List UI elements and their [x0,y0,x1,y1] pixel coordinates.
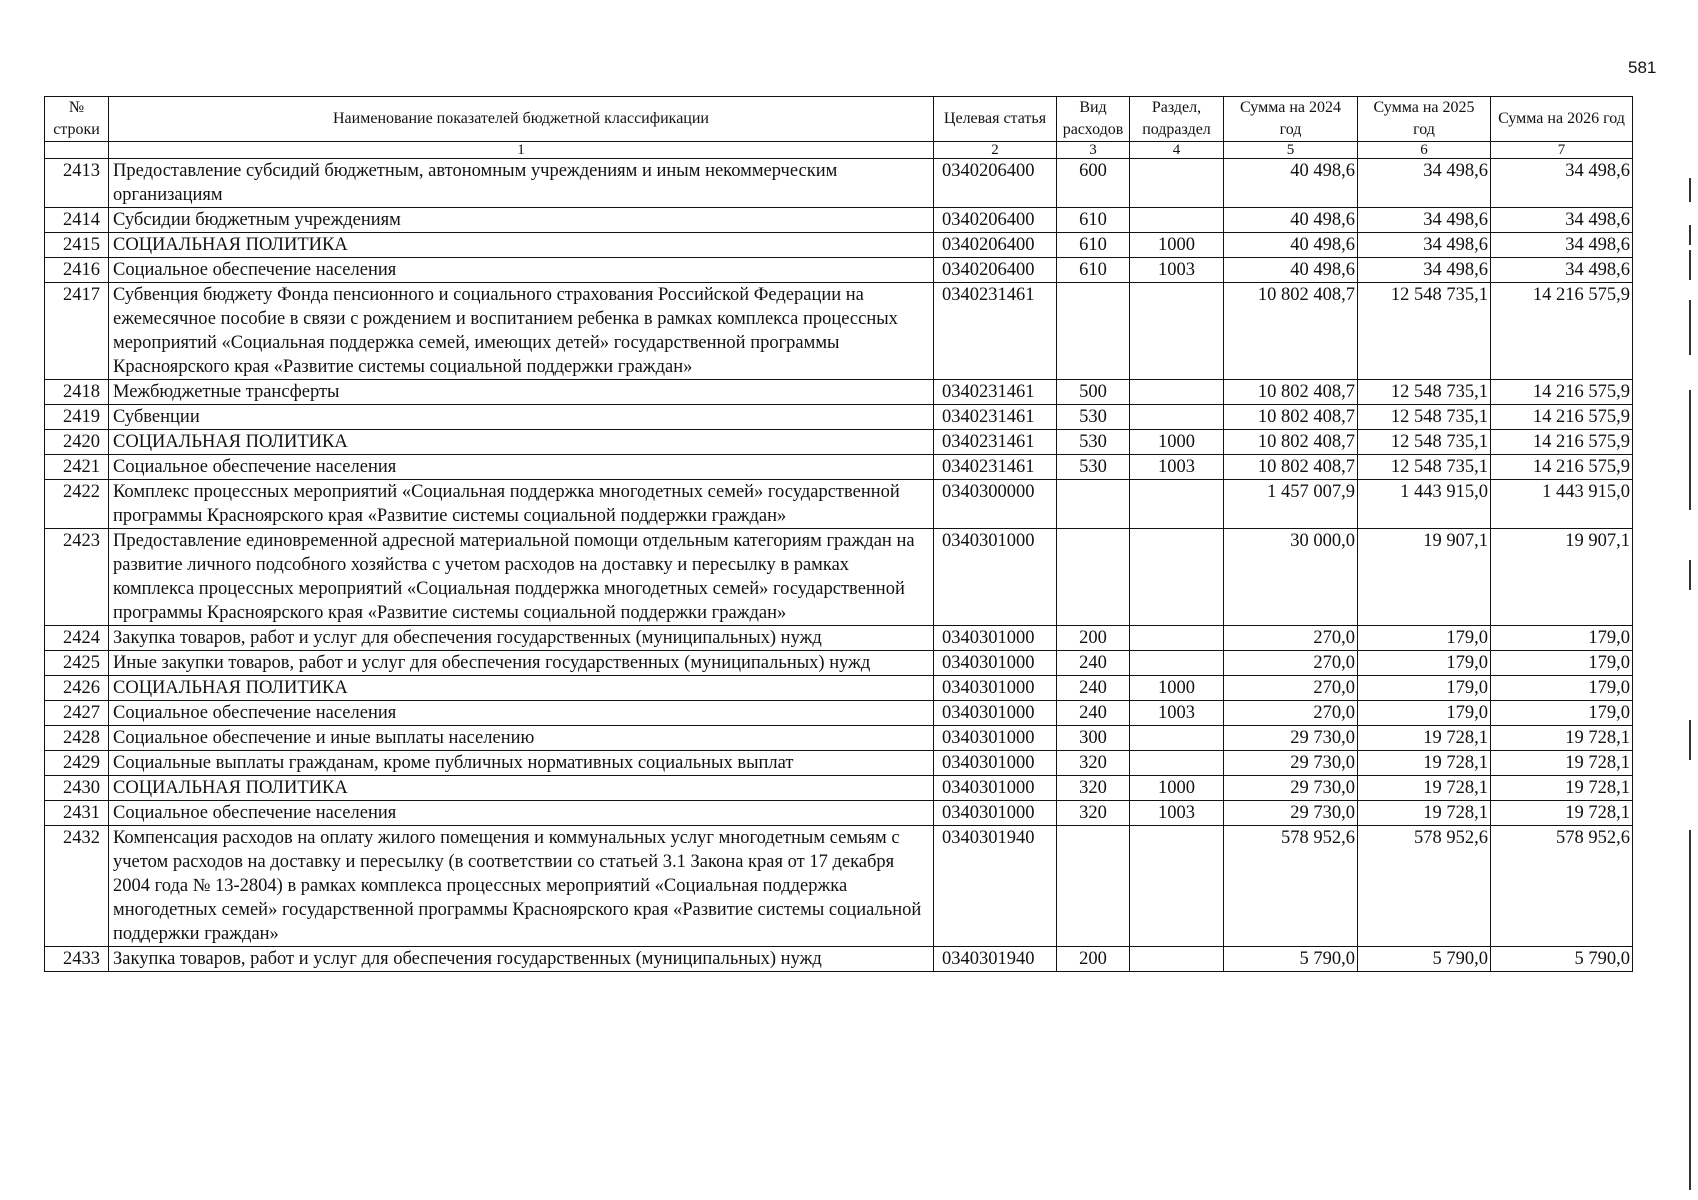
row-expense-type: 320 [1057,751,1130,776]
row-sum-2024: 10 802 408,7 [1224,405,1358,430]
row-number: 2423 [45,529,109,626]
row-expense-type [1057,283,1130,380]
table-row [45,380,1633,405]
row-name: Предоставление субсидий бюджетным, автономным учреждениям и иным некоммерческим организациям [109,159,934,208]
row-sum-2025: 1 443 915,0 [1358,480,1491,529]
column-index: 6 [1358,142,1491,159]
row-expense-type: 610 [1057,258,1130,283]
row-target-code: 0340206400 [934,258,1057,283]
row-sum-2025: 179,0 [1358,626,1491,651]
row-sum-2024: 29 730,0 [1224,801,1358,826]
row-expense-type: 240 [1057,651,1130,676]
table-row [45,480,1633,529]
header-name: Наименование показателей бюджетной классификации [109,97,934,142]
row-section: 1003 [1130,258,1224,283]
row-sum-2026: 179,0 [1491,676,1633,701]
table-row [45,676,1633,701]
budget-table [44,96,1633,972]
row-target-code: 0340301000 [934,751,1057,776]
row-number: 2414 [45,208,109,233]
table-row [45,529,1633,626]
row-expense-type: 530 [1057,455,1130,480]
row-target-code: 0340231461 [934,380,1057,405]
row-target-code: 0340301000 [934,529,1057,626]
row-sum-2024: 270,0 [1224,701,1358,726]
header-sum-2024: Сумма на 2024 год [1224,97,1358,142]
row-sum-2026: 578 952,6 [1491,826,1633,947]
row-sum-2024: 10 802 408,7 [1224,380,1358,405]
row-section: 1000 [1130,776,1224,801]
row-number: 2422 [45,480,109,529]
column-index: 2 [934,142,1057,159]
row-section [1130,651,1224,676]
row-sum-2024: 10 802 408,7 [1224,430,1358,455]
row-number: 2427 [45,701,109,726]
row-name: Социальное обеспечение населения [109,701,934,726]
row-sum-2026: 34 498,6 [1491,159,1633,208]
scan-edge-mark [1689,830,1691,1190]
row-section: 1000 [1130,676,1224,701]
row-name: Социальное обеспечение и иные выплаты населению [109,726,934,751]
row-expense-type: 240 [1057,701,1130,726]
table-row [45,776,1633,801]
row-sum-2026: 1 443 915,0 [1491,480,1633,529]
row-sum-2026: 179,0 [1491,651,1633,676]
table-row [45,430,1633,455]
row-number: 2430 [45,776,109,801]
table-row [45,826,1633,947]
row-section [1130,480,1224,529]
row-expense-type: 600 [1057,159,1130,208]
row-section: 1000 [1130,430,1224,455]
row-number: 2419 [45,405,109,430]
row-target-code: 0340301940 [934,947,1057,972]
row-name: СОЦИАЛЬНАЯ ПОЛИТИКА [109,233,934,258]
row-sum-2025: 5 790,0 [1358,947,1491,972]
scan-edge-mark [1689,720,1691,760]
header-razdel: Раздел, подраздел [1130,97,1224,142]
row-expense-type [1057,826,1130,947]
row-section [1130,208,1224,233]
row-name: Предоставление единовременной адресной материальной помощи отдельным категориям граждан на развитие личного подсобного хозяйства с учетом расходов на доставку и пересылку в рамках комплекса процессных мероприятий «Социальная поддержка многодетных семей» государственной программы Красноярского края «Развитие системы социальной поддержки граждан» [109,529,934,626]
row-target-code: 0340301000 [934,651,1057,676]
row-sum-2026: 19 728,1 [1491,726,1633,751]
table-row [45,801,1633,826]
row-section [1130,405,1224,430]
row-sum-2025: 12 548 735,1 [1358,430,1491,455]
table-row [45,208,1633,233]
row-target-code: 0340231461 [934,455,1057,480]
table-row [45,455,1633,480]
row-sum-2024: 578 952,6 [1224,826,1358,947]
row-sum-2026: 179,0 [1491,701,1633,726]
row-section [1130,626,1224,651]
table-row [45,651,1633,676]
table-row [45,405,1633,430]
row-sum-2025: 578 952,6 [1358,826,1491,947]
row-target-code: 0340301000 [934,726,1057,751]
row-name: Социальное обеспечение населения [109,455,934,480]
scan-edge-mark [1689,178,1691,202]
row-name: Закупка товаров, работ и услуг для обеспечения государственных (муниципальных) нужд [109,626,934,651]
row-sum-2025: 12 548 735,1 [1358,380,1491,405]
row-sum-2024: 10 802 408,7 [1224,283,1358,380]
row-name: Социальное обеспечение населения [109,801,934,826]
row-sum-2025: 179,0 [1358,651,1491,676]
row-name: Закупка товаров, работ и услуг для обеспечения государственных (муниципальных) нужд [109,947,934,972]
row-sum-2026: 179,0 [1491,626,1633,651]
row-target-code: 0340231461 [934,405,1057,430]
row-sum-2026: 14 216 575,9 [1491,455,1633,480]
row-sum-2025: 12 548 735,1 [1358,455,1491,480]
row-section [1130,283,1224,380]
table-row [45,159,1633,208]
row-sum-2024: 270,0 [1224,676,1358,701]
table-row [45,258,1633,283]
row-sum-2025: 179,0 [1358,676,1491,701]
row-expense-type: 240 [1057,676,1130,701]
column-index: 1 [109,142,934,159]
row-sum-2025: 12 548 735,1 [1358,405,1491,430]
row-target-code: 0340301000 [934,626,1057,651]
row-sum-2026: 14 216 575,9 [1491,283,1633,380]
row-target-code: 0340206400 [934,208,1057,233]
scan-edge-mark [1689,300,1691,355]
row-sum-2024: 40 498,6 [1224,159,1358,208]
row-name: Субвенция бюджету Фонда пенсионного и социального страхования Российской Федерации на ежемесячное пособие в связи с рождением и воспитанием ребенка в рамках комплекса процессных мероприятий «Социальная поддержка семей, имеющих детей» государственной программы Красноярского края «Развитие системы социальной поддержки граждан» [109,283,934,380]
row-section: 1003 [1130,701,1224,726]
table-row [45,701,1633,726]
page-number: 581 [1628,58,1657,77]
row-sum-2024: 29 730,0 [1224,751,1358,776]
row-target-code: 0340301000 [934,801,1057,826]
row-sum-2026: 14 216 575,9 [1491,430,1633,455]
row-number: 2425 [45,651,109,676]
row-target-code: 0340231461 [934,283,1057,380]
row-sum-2026: 34 498,6 [1491,208,1633,233]
row-sum-2024: 29 730,0 [1224,726,1358,751]
column-index [45,142,109,159]
scan-edge-mark [1689,250,1691,280]
row-sum-2025: 12 548 735,1 [1358,283,1491,380]
row-name: Компенсация расходов на оплату жилого помещения и коммунальных услуг многодетным семьям с учетом расходов на доставку и пересылку (в соответствии со статьей 3.1 Закона края от 17 декабря 2004 года № 13-2804) в рамках комплекса процессных мероприятий «Социальная поддержка многодетных семей» государственной программы Красноярского края «Развитие системы социальной поддержки граждан» [109,826,934,947]
column-index: 3 [1057,142,1130,159]
row-sum-2024: 5 790,0 [1224,947,1358,972]
row-expense-type: 500 [1057,380,1130,405]
row-section: 1000 [1130,233,1224,258]
row-expense-type: 200 [1057,947,1130,972]
row-sum-2026: 19 728,1 [1491,751,1633,776]
row-sum-2025: 34 498,6 [1358,233,1491,258]
row-expense-type [1057,480,1130,529]
row-section: 1003 [1130,455,1224,480]
column-index: 7 [1491,142,1633,159]
row-target-code: 0340206400 [934,159,1057,208]
row-sum-2024: 10 802 408,7 [1224,455,1358,480]
row-sum-2025: 19 728,1 [1358,776,1491,801]
table-header-row [45,97,1633,142]
row-name: Комплекс процессных мероприятий «Социальная поддержка многодетных семей» государственной программы Красноярского края «Развитие системы социальной поддержки граждан» [109,480,934,529]
row-number: 2413 [45,159,109,208]
column-index-row [45,142,1633,159]
row-number: 2418 [45,380,109,405]
scan-edge-mark [1689,390,1691,510]
row-section [1130,726,1224,751]
scan-edge-mark [1689,560,1691,590]
row-sum-2026: 34 498,6 [1491,233,1633,258]
scan-edge-mark [1689,225,1691,245]
row-expense-type: 300 [1057,726,1130,751]
row-section [1130,380,1224,405]
row-section [1130,529,1224,626]
row-number: 2417 [45,283,109,380]
row-number: 2415 [45,233,109,258]
row-sum-2026: 5 790,0 [1491,947,1633,972]
row-expense-type [1057,529,1130,626]
row-sum-2025: 34 498,6 [1358,208,1491,233]
row-name: Субвенции [109,405,934,430]
row-section: 1003 [1130,801,1224,826]
row-sum-2024: 270,0 [1224,626,1358,651]
row-number: 2432 [45,826,109,947]
row-sum-2025: 179,0 [1358,701,1491,726]
row-name: СОЦИАЛЬНАЯ ПОЛИТИКА [109,776,934,801]
row-number: 2421 [45,455,109,480]
row-sum-2024: 270,0 [1224,651,1358,676]
row-section [1130,947,1224,972]
row-section [1130,159,1224,208]
table-row [45,751,1633,776]
row-section [1130,826,1224,947]
row-name: СОЦИАЛЬНАЯ ПОЛИТИКА [109,430,934,455]
header-no: № строки [45,97,109,142]
row-expense-type: 320 [1057,801,1130,826]
header-code: Целевая статья [934,97,1057,142]
row-expense-type: 320 [1057,776,1130,801]
row-name: Социальные выплаты гражданам, кроме публичных нормативных социальных выплат [109,751,934,776]
row-number: 2431 [45,801,109,826]
column-index: 5 [1224,142,1358,159]
row-number: 2429 [45,751,109,776]
row-sum-2026: 34 498,6 [1491,258,1633,283]
row-target-code: 0340301000 [934,676,1057,701]
row-sum-2026: 19 728,1 [1491,801,1633,826]
row-sum-2025: 19 728,1 [1358,801,1491,826]
row-expense-type: 200 [1057,626,1130,651]
table-row [45,233,1633,258]
table-row [45,726,1633,751]
row-expense-type: 610 [1057,233,1130,258]
row-expense-type: 530 [1057,430,1130,455]
header-vid: Вид расходов [1057,97,1130,142]
row-sum-2024: 1 457 007,9 [1224,480,1358,529]
table-body [45,159,1633,972]
header-sum-2026: Сумма на 2026 год [1491,97,1633,142]
row-sum-2025: 34 498,6 [1358,258,1491,283]
row-sum-2024: 40 498,6 [1224,233,1358,258]
row-sum-2026: 14 216 575,9 [1491,405,1633,430]
row-sum-2025: 34 498,6 [1358,159,1491,208]
row-sum-2025: 19 907,1 [1358,529,1491,626]
row-number: 2416 [45,258,109,283]
row-number: 2420 [45,430,109,455]
row-sum-2024: 40 498,6 [1224,258,1358,283]
table-row [45,626,1633,651]
row-target-code: 0340206400 [934,233,1057,258]
row-target-code: 0340301940 [934,826,1057,947]
row-name: Межбюджетные трансферты [109,380,934,405]
table-row [45,283,1633,380]
row-sum-2026: 14 216 575,9 [1491,380,1633,405]
row-target-code: 0340301000 [934,701,1057,726]
row-expense-type: 530 [1057,405,1130,430]
row-sum-2024: 29 730,0 [1224,776,1358,801]
row-sum-2025: 19 728,1 [1358,726,1491,751]
row-sum-2026: 19 728,1 [1491,776,1633,801]
row-section [1130,751,1224,776]
row-name: Социальное обеспечение населения [109,258,934,283]
column-index: 4 [1130,142,1224,159]
row-number: 2428 [45,726,109,751]
row-target-code: 0340301000 [934,776,1057,801]
row-name: Субсидии бюджетным учреждениям [109,208,934,233]
row-target-code: 0340231461 [934,430,1057,455]
row-number: 2424 [45,626,109,651]
row-sum-2024: 40 498,6 [1224,208,1358,233]
row-name: Иные закупки товаров, работ и услуг для обеспечения государственных (муниципальных) нужд [109,651,934,676]
row-number: 2433 [45,947,109,972]
row-expense-type: 610 [1057,208,1130,233]
row-sum-2024: 30 000,0 [1224,529,1358,626]
row-number: 2426 [45,676,109,701]
row-sum-2025: 19 728,1 [1358,751,1491,776]
table-row [45,947,1633,972]
row-name: СОЦИАЛЬНАЯ ПОЛИТИКА [109,676,934,701]
row-target-code: 0340300000 [934,480,1057,529]
row-sum-2026: 19 907,1 [1491,529,1633,626]
header-sum-2025: Сумма на 2025 год [1358,97,1491,142]
